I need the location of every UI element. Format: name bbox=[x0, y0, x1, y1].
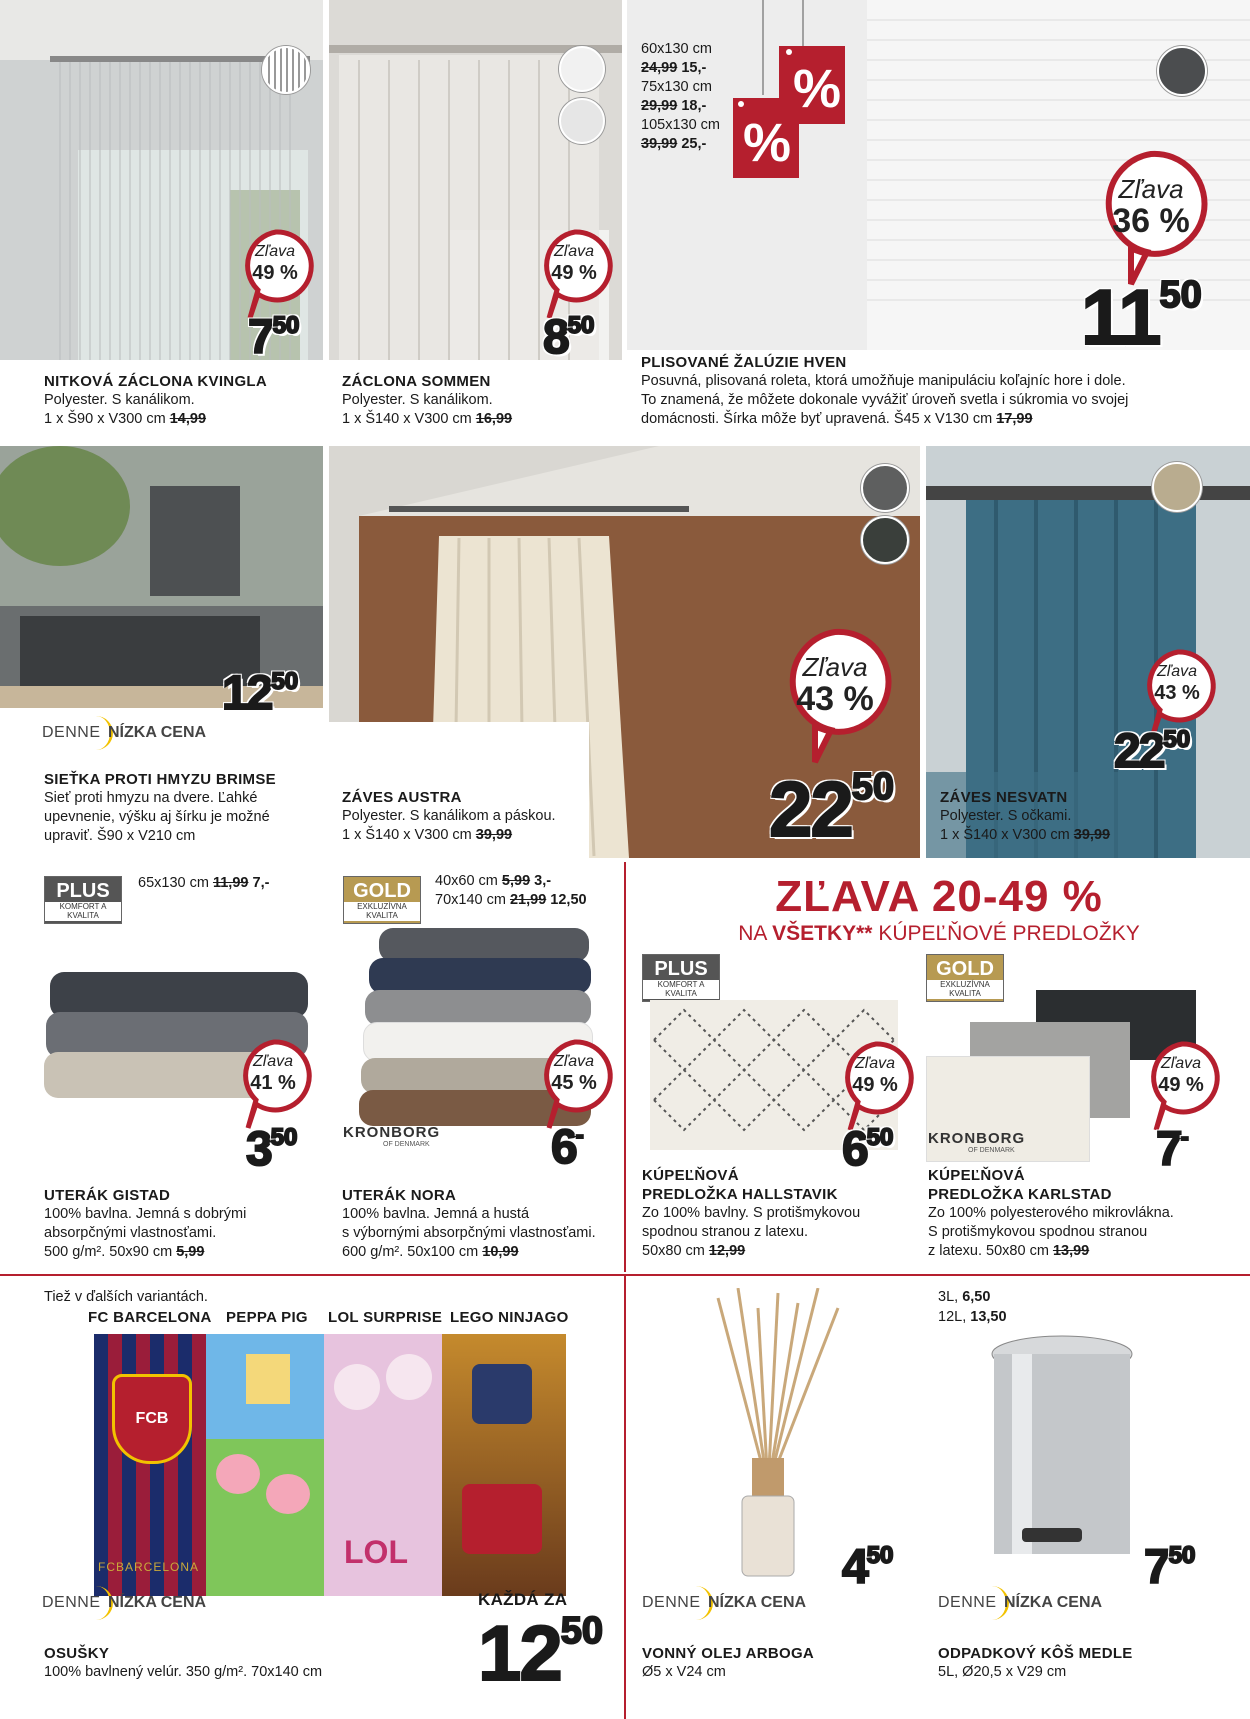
size-price-list: 60x130 cm 24,99 15,- 75x130 cm 29,99 18,- 105x130 cm 39,99 25,- bbox=[641, 41, 720, 152]
color-swatch-white[interactable] bbox=[559, 46, 605, 92]
percent-icon: % bbox=[793, 59, 842, 119]
product-title: KÚPEĽŇOVÁ bbox=[928, 1167, 1025, 1184]
towel-image bbox=[369, 958, 591, 994]
price: 7- bbox=[1156, 1123, 1189, 1176]
product-nesvatn: Zľava 43 % 2250 ZÁVES NESVATN Polyester. S očkami. 1 x Š140 x V300 cm 39,99 bbox=[926, 446, 1250, 858]
product-title: ZÁVES AUSTRA bbox=[342, 789, 462, 806]
fcb-crest-icon: FCB bbox=[112, 1374, 192, 1464]
color-swatch[interactable] bbox=[262, 46, 310, 94]
product-title: ZÁVES NESVATN bbox=[940, 789, 1068, 806]
percent-icon: % bbox=[743, 113, 792, 173]
variant-label: FC BARCELONA bbox=[88, 1309, 212, 1326]
discount-badge: Zľava 49 % bbox=[539, 228, 622, 324]
variant-label: PEPPA PIG bbox=[226, 1309, 308, 1326]
color-swatch[interactable] bbox=[1157, 46, 1207, 96]
section-divider bbox=[624, 862, 626, 1272]
product-sommen: Zľava 49 % 850 ZÁCLONA SOMMEN Polyester. S kanálikom. 1 x Š140 x V300 cm 16,99 bbox=[329, 0, 622, 440]
color-swatch[interactable] bbox=[861, 464, 909, 512]
product-nora: GOLD EXKLUZÍVNA KVALITA 40x60 cm 5,99 3,- 70x140 cm 21,99 12,50 Zľava 45 % KRONBORG OF DENMARK 6- UTERÁK NORA 100% bavlna. Jemná a hustá s výbornými absorpčnými vlastnosťami. 600 g/m². 50x100 cm 10,99 bbox=[329, 862, 622, 1272]
discount-badge: Zľava 49 % bbox=[1146, 1040, 1230, 1136]
product-title: NITKOVÁ ZÁCLONA KVINGLA bbox=[44, 373, 268, 390]
product-title: ODPADKOVÝ KÔŠ MEDLE bbox=[938, 1645, 1133, 1662]
price: 450 bbox=[842, 1541, 894, 1594]
color-swatch[interactable] bbox=[1152, 462, 1202, 512]
product-title: ZÁCLONA SOMMEN bbox=[342, 373, 491, 390]
gold-quality-tag: GOLD EXKLUZÍVNA KVALITA bbox=[926, 954, 1004, 1002]
color-swatch[interactable] bbox=[861, 516, 909, 564]
product-brimse: 1250 DENNE NÍZKA CENA SIEŤKA PROTI HMYZU BRIMSE Sieť proti hmyzu na dvere. Ľahké upevnenie, výšku aj šírku je možné upraviť. Š90 x V210 cm bbox=[0, 446, 323, 858]
gold-quality-tag: GOLD EXKLUZÍVNA KVALITA bbox=[343, 876, 421, 924]
product-kvingla: Zľava 49 % 750 NITKOVÁ ZÁCLONA KVINGLA Polyester. S kanálikom. 1 x Š90 x V300 cm 14,99 bbox=[0, 0, 323, 440]
price: 2250 bbox=[769, 765, 895, 853]
towel-image bbox=[365, 990, 591, 1026]
denne-nizka-cena-label: DENNE NÍZKA CENA bbox=[938, 1586, 1138, 1620]
price: 1250 bbox=[222, 667, 299, 720]
discount-badge: Zľava 49 % bbox=[840, 1040, 924, 1136]
product-medle: 3L, 6,50 12L, 13,50 750 DENNE NÍZKA CENA ODPADKOVÝ KÔŠ MEDLE 5L, Ø20,5 x V29 cm bbox=[938, 1289, 1196, 1680]
price: 1250 bbox=[478, 1609, 604, 1697]
ninja-icon bbox=[462, 1484, 542, 1554]
section-divider bbox=[624, 1276, 626, 1719]
trash-bin-image bbox=[982, 1328, 1142, 1578]
towel-lego-ninjago[interactable] bbox=[442, 1334, 566, 1596]
diffuser-image bbox=[688, 1288, 848, 1578]
price: 350 bbox=[246, 1123, 298, 1176]
towel-image bbox=[379, 928, 589, 962]
product-title: SIEŤKA PROTI HMYZU BRIMSE bbox=[44, 771, 276, 788]
product-title: UTERÁK GISTAD bbox=[44, 1187, 171, 1204]
doll-icon bbox=[334, 1364, 380, 1410]
product-hven: % % 60x130 cm 24,99 15,- 75x130 cm 29,99 18,- 105x130 cm 39,99 25,- Zľava 36 % 1150 PLISOVANÉ ŽALÚZIE HVEN Posuvná, plisovaná roleta, ktorá umožňuje manipuláciu koľajníc hore i dole. To znamená, že môžete dokonale vyvážiť úroveň svetla i súkromia vo svojej domácnosti. Šírka môže byť upravená. Š45 x V130 cm 17,99 bbox=[627, 0, 1250, 440]
towel-fc-barcelona[interactable]: FCB FCBARCELONA bbox=[94, 1334, 206, 1596]
price: 1150 bbox=[1081, 273, 1202, 361]
product-title: VONNÝ OLEJ ARBOGA bbox=[642, 1645, 815, 1662]
kronborg-logo: KRONBORG OF DENMARK bbox=[928, 1130, 1026, 1154]
product-karlstad: GOLD EXKLUZÍVNA KVALITA Zľava 49 % KRONBORG OF DENMARK 7- KÚPEĽŇOVÁ PREDLOŽKA KARLSTAD Zo 100% polyesterového mikrovlákna. S protišmykovou spodnou stranou z latexu. 50x80 cm 13,99 bbox=[926, 950, 1250, 1272]
pig-icon bbox=[216, 1454, 260, 1494]
discount-badge: Zľava 43 % bbox=[781, 628, 905, 768]
denne-nizka-cena-label: DENNE NÍZKA CENA bbox=[42, 716, 242, 750]
ninja-icon bbox=[472, 1364, 532, 1424]
kronborg-logo: KRONBORG OF DENMARK bbox=[343, 1124, 441, 1148]
discount-badge: Zľava 49 % bbox=[240, 228, 323, 324]
product-title: OSUŠKY bbox=[44, 1645, 110, 1662]
discount-badge: Zľava 43 % bbox=[1142, 648, 1226, 744]
variant-label: LEGO NINJAGO bbox=[450, 1309, 569, 1326]
color-swatch-ivory[interactable] bbox=[559, 98, 605, 144]
price: 750 bbox=[1144, 1541, 1196, 1594]
product-title: KÚPEĽŇOVÁ bbox=[642, 1167, 739, 1184]
product-arboga: 450 DENNE NÍZKA CENA VONNÝ OLEJ ARBOGA Ø5 x V24 cm bbox=[628, 1278, 920, 1719]
plus-quality-tag: PLUS KOMFORT A KVALITA bbox=[44, 876, 122, 924]
price: 650 bbox=[842, 1123, 894, 1176]
price: 2250 bbox=[1114, 725, 1191, 778]
banner-headline: ZĽAVA 20-49 % bbox=[775, 872, 1103, 921]
product-gistad: PLUS KOMFORT A KVALITA 65x130 cm 11,99 7,- Zľava 41 % 350 UTERÁK GISTAD 100% bavlna. Jemná s dobrými absorpčnými vlastnosťami. 500 g/m². 50x90 cm 5,99 bbox=[0, 862, 323, 1272]
product-hallstavik: PLUS KOMFORT A KVALITA Zľava 49 % 650 KÚPEĽŇOVÁ PREDLOŽKA HALLSTAVIK Zo 100% bavlny. S protišmykovou spodnou stranou z latexu. 50x80 cm 12,99 bbox=[628, 950, 928, 1272]
product-osusky: Tiež v ďalších variantách. FC BARCELONA PEPPA PIG LOL SURPRISE LEGO NINJAGO FCB FCBARCELONA LOL DENNE NÍZKA CENA KAŽDÁ ZA 1250 OSUŠKY 100% bavlnený velúr. 350 g/m². 70x140 cm bbox=[42, 1289, 604, 1697]
discount-badge: Zľava 45 % bbox=[539, 1038, 622, 1134]
discount-badge: Zľava 41 % bbox=[238, 1038, 322, 1134]
price: 750 bbox=[248, 311, 300, 364]
denne-nizka-cena-label: DENNE NÍZKA CENA bbox=[642, 1586, 842, 1620]
price: 6- bbox=[551, 1121, 584, 1174]
variant-label: LOL SURPRISE bbox=[328, 1309, 443, 1326]
towel-peppa-pig[interactable] bbox=[206, 1334, 324, 1596]
doll-icon bbox=[386, 1354, 432, 1400]
towel-lol-surprise[interactable]: LOL bbox=[324, 1334, 442, 1596]
mats-banner: ZĽAVA 20-49 % NA VŠETKY** KÚPEĽŇOVÉ PREDLOŽKY bbox=[628, 872, 1250, 946]
plus-quality-tag: PLUS KOMFORT A KVALITA bbox=[642, 954, 720, 1002]
house-icon bbox=[246, 1354, 290, 1404]
denne-nizka-cena-label: DENNE NÍZKA CENA bbox=[42, 1586, 242, 1620]
product-title: UTERÁK NORA bbox=[342, 1187, 457, 1204]
pig-icon bbox=[266, 1474, 310, 1514]
product-austra: Zľava 43 % 2250 ZÁVES AUSTRA Polyester. S kanálikom a páskou. 1 x Š140 x V300 cm 39,99 bbox=[329, 446, 920, 858]
product-title: PLISOVANÉ ŽALÚZIE HVEN bbox=[641, 354, 847, 371]
price: 850 bbox=[543, 311, 595, 364]
discount-badge: Zľava 36 % bbox=[1097, 150, 1221, 290]
